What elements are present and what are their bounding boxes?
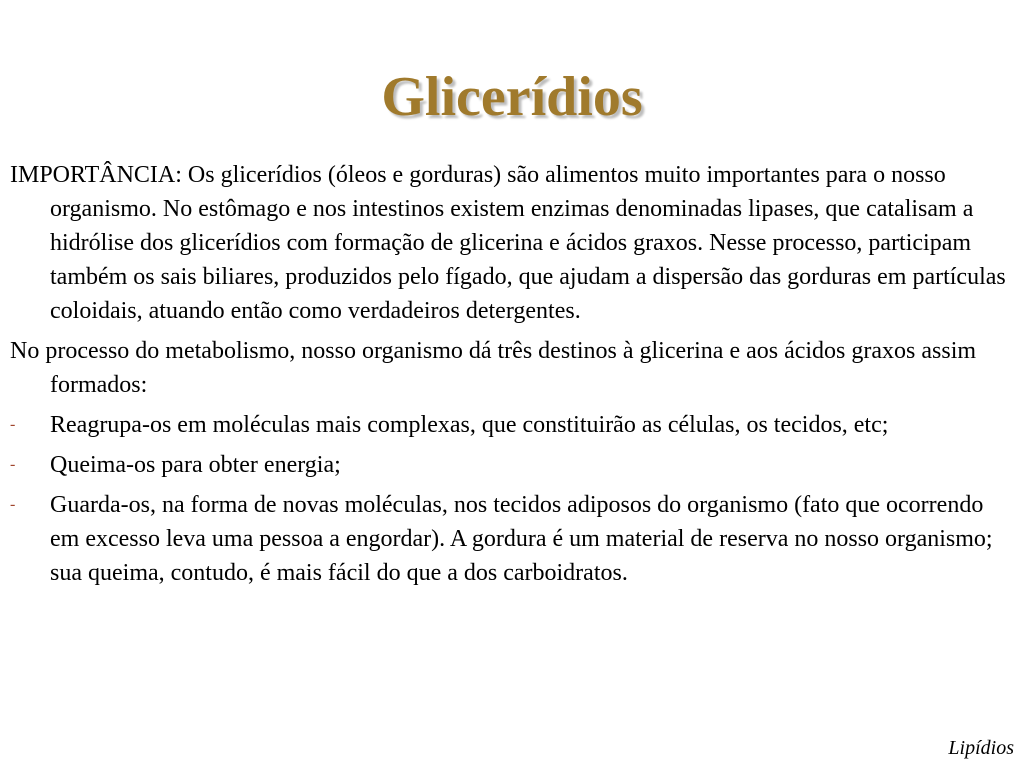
list-item (10, 488, 1010, 590)
dash-bullet-icon: - (10, 416, 16, 433)
list-item-text: Guarda-os, na forma de novas moléculas, nos tecidos adiposos do organismo (fato que ocorrendo em excesso leva uma pessoa a engordar). A gordura é um material de reserva no nosso organismo; sua queima, contudo, é mais fácil do que a dos carboidratos. (50, 492, 993, 586)
list-item-text: Queima-os para obter energia; (50, 452, 341, 478)
dash-bullet-icon: - (10, 496, 16, 513)
list-item-text: Reagrupa-os em moléculas mais complexas, que constituirão as células, os tecidos, etc; (50, 412, 889, 438)
metabolism-paragraph: No processo do metabolismo, nosso organismo dá três destinos à glicerina e aos ácidos graxos assim formados: (10, 338, 977, 398)
slide-title: Glicerídios (381, 66, 643, 128)
dash-bullet-icon: - (10, 456, 16, 473)
importance-paragraph: IMPORTÂNCIA: Os glicerídios (óleos e gorduras) são alimentos muito importantes para o nosso organismo. No estômago e nos intestinos existem enzimas denominadas lipases, que catalisam a hidrólise dos glicerídios com formação de glicerina e ácidos graxos. Nesse processo, participam também os sais biliares, produzidos pelo fígado, que ajudam a dispersão das gorduras em partículas coloidais, atuando então como verdadeiros detergentes. (10, 162, 1006, 324)
list-item (10, 448, 1010, 482)
slide-body (10, 158, 1010, 596)
slide-footer: Lipídios (948, 737, 1014, 759)
destinations-list (10, 408, 1010, 590)
list-item (10, 408, 1010, 442)
